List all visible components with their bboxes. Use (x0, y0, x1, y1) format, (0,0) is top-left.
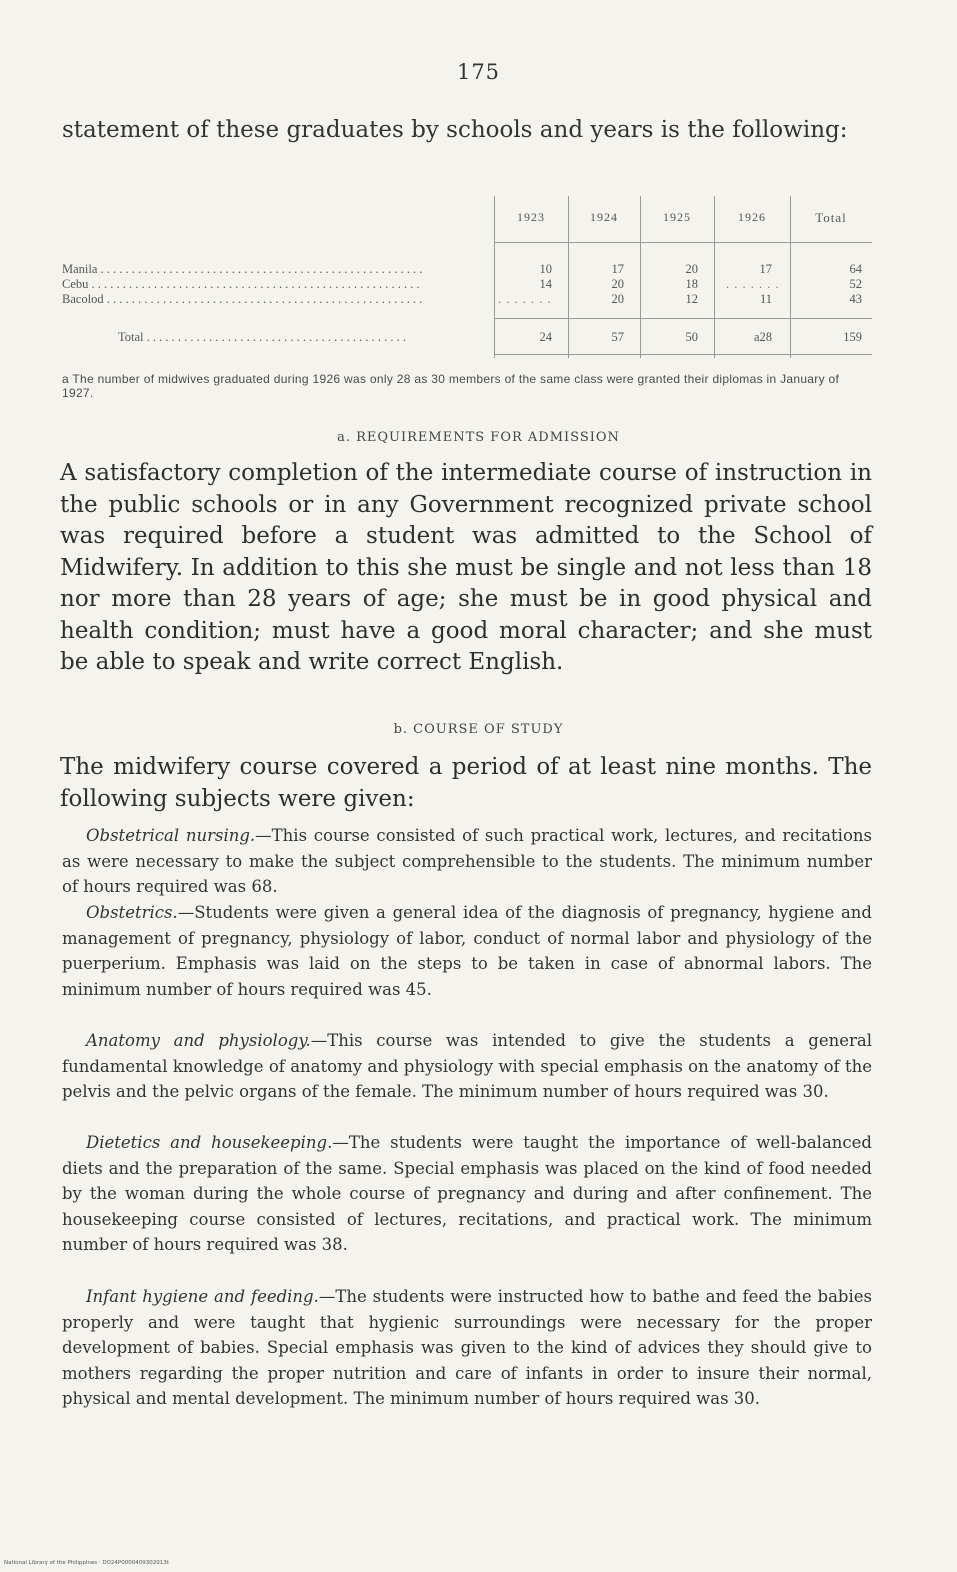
table-cell: 20 (611, 277, 624, 291)
table-cell: 159 (843, 330, 862, 344)
table-cell: 20 (611, 292, 624, 306)
subject-obstetrical-nursing (62, 823, 872, 900)
row-label-text: Manila (62, 262, 98, 276)
subject-text: —The students were taught the importance of well-balanced diets and the preparation of the same. Special emphasis was placed on the kind of food needed by the woman during the whole course of pregnancy and during and after confinement. The housekeeping course consisted of lectures, recitations, and practical work. The minimum number of hours required was 38. (62, 1133, 872, 1254)
table-cell: 18 (685, 277, 698, 291)
page-number: 175 (456, 60, 501, 84)
table-cell: 57 (611, 330, 624, 344)
row-label-text: Bacolod (62, 292, 104, 306)
table-cell: 64 (849, 262, 862, 276)
subject-obstetrics (62, 900, 872, 1002)
subject-text: —This course was intended to give the students a general fundamental knowledge of anatomy and physiology with special emphasis on the anatomy of the pelvis and the pelvic organs of the female. The minimum number of hours required was 30. (62, 1031, 872, 1101)
table-row-label (62, 330, 490, 345)
column-header: 1923 (517, 210, 545, 224)
row-label-text: Cebu (62, 277, 89, 291)
column-header: 1924 (590, 210, 618, 224)
leader-dots: . . . . . . . . . . . . . . . . . . . . . . . . . . . . . . . . . . . . . . . . . . . . . . . . . . . (103, 292, 423, 306)
table-row-label (62, 262, 490, 277)
column-header: 1926 (738, 210, 766, 224)
subject-title: Obstetrics. (86, 903, 178, 922)
table-cell: 24 (539, 330, 552, 344)
table-row-label (62, 277, 490, 292)
table-cell: 17 (611, 262, 624, 276)
requirements-paragraph: A satisfactory completion of the intermediate course of instruction in the public schools or in any Government recognized private school was required before a student was admitted to the School of Midwifery. In addition to this she must be single and not less than 18 nor more than 28 years of age; she must be in good physical and health condition; must have a good moral character; and she must be able to speak and write correct English. (60, 460, 872, 675)
table-row-label (62, 292, 490, 307)
empty-cell-dots: . . . . . . . (726, 277, 780, 291)
empty-cell-dots: . . . . . . . (498, 292, 552, 306)
table-cell: 20 (685, 262, 698, 276)
leader-dots: . . . . . . . . . . . . . . . . . . . . . . . . . . . . . . . . . . . . . . . . . . . . . . . . . . . . (97, 262, 423, 276)
table-cell: 50 (685, 330, 698, 344)
leader-dots: . . . . . . . . . . . . . . . . . . . . . . . . . . . . . . . . . . . . . . . . . . (143, 330, 407, 344)
subject-dietetics-housekeeping (62, 1130, 872, 1258)
table-cell: 52 (849, 277, 862, 291)
subject-title: Dietetics and housekeeping. (86, 1133, 333, 1152)
subject-text: —The students were instructed how to bathe and feed the babies properly and were taught that hygienic surroundings were necessary for the proper development of babies. Special emphasis was given to the kind of advices they should give to mothers regarding the proper nutrition and care of infants in order to insure their normal, physical and mental development. The minimum number of hours required was 30. (62, 1287, 872, 1408)
row-label-text: Total (118, 330, 144, 344)
subject-text: —Students were given a general idea of the diagnosis of pregnancy, hygiene and management of pregnancy, physiology of labor, conduct of normal labor and physiology of the puerperium. Emphasis was laid on the steps to be taken in case of abnormal labors. The minimum number of hours required was 45. (62, 903, 872, 999)
subject-text: —This course consisted of such practical work, lectures, and recitations as were necessary to make the subject comprehensible to the students. The minimum number of hours required was 68. (62, 826, 872, 896)
table-cell: 14 (539, 277, 552, 291)
scan-label: National Library of the Philippines · DO24P0000409302013t (4, 1560, 169, 1566)
table-cell: a28 (753, 330, 772, 344)
table-rule (494, 318, 872, 319)
table-rule (494, 242, 872, 243)
section-heading-requirements: a. REQUIREMENTS FOR ADMISSION (337, 430, 620, 445)
table-cell: 17 (759, 262, 772, 276)
table-cell: 11 (759, 292, 772, 306)
leader-dots: . . . . . . . . . . . . . . . . . . . . . . . . . . . . . . . . . . . . . . . . . . . . . . . . . . . . . (88, 277, 420, 291)
lead-text: statement of these graduates by schools and years is the following: (62, 117, 848, 143)
section-heading-course: b. COURSE OF STUDY (393, 722, 564, 737)
table-footnote: a The number of midwives graduated during 1926 was only 28 as 30 members of the same class were granted their diplomas in January of 1927. (62, 372, 840, 400)
subject-anatomy-physiology (62, 1028, 872, 1105)
table-cell: 12 (685, 292, 698, 306)
subject-title: Infant hygiene and feeding. (86, 1287, 319, 1306)
column-header: 1925 (663, 210, 691, 224)
table-cell: 10 (539, 262, 552, 276)
table-rule (494, 354, 872, 355)
column-header: Total (815, 210, 847, 225)
course-intro-paragraph: The midwifery course covered a period of at least nine months. The following subjects were given: (60, 754, 872, 812)
subject-infant-hygiene (62, 1284, 872, 1412)
graduates-table (62, 196, 872, 358)
subject-title: Anatomy and physiology. (86, 1031, 311, 1050)
table-cell: 43 (849, 292, 862, 306)
subject-title: Obstetrical nursing. (86, 826, 256, 845)
